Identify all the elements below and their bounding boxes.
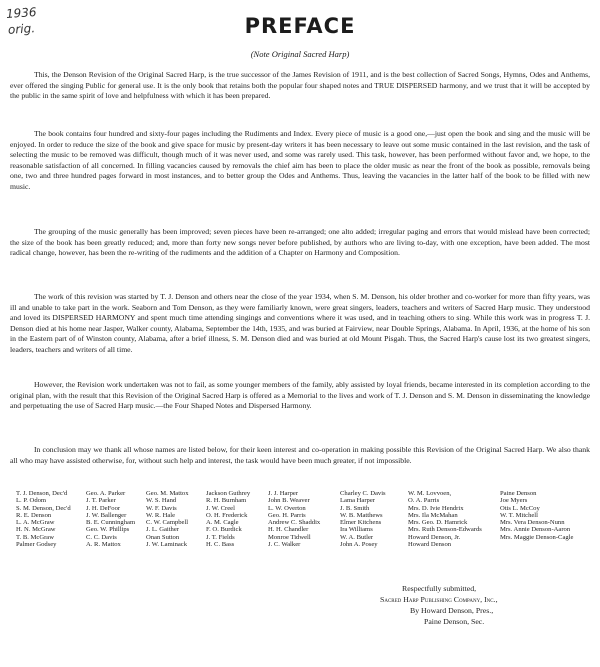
name-entry: Geo. W. Phillips [86, 526, 130, 534]
name-entry: J. T. Fields [206, 533, 235, 541]
name-entry: W. F. Davis [146, 504, 177, 512]
name-entry: Jackson Guthrey [206, 490, 251, 497]
company-name: Sacred Harp Publishing Company, Inc., [380, 595, 498, 604]
name-entry: T. B. McGraw [16, 533, 54, 541]
paragraph-3 [10, 227, 590, 259]
name-entry: Mrs. Ruth Denson-Edwards [408, 526, 482, 534]
closing-line: Respectfully submitted, [402, 584, 477, 593]
name-entry: J. H. DeFoor [86, 504, 121, 512]
name-entry: F. O. Burdick [206, 526, 242, 534]
name-entry: Geo. A. Parker [86, 490, 126, 497]
paragraph-3-text: The grouping of the music generally has been improved; seven pieces have been re-arranged; one alto added; irregular paging and errors that would mislead have been corrected; the size of the book has been greatly reduced; and, more than forty new songs never before published, by authors who are living to-day, with one exception, have been added. The most radical change, however, has been the re-writing of the rudiments and the addition of a Chapter on Harmony and Composition. [10, 227, 590, 258]
name-entry: W. S. Hand [146, 497, 177, 505]
handwritten-year-annotation: 1936 [5, 4, 37, 22]
contributor-names [16, 490, 590, 548]
names-column-5 [268, 490, 340, 548]
name-entry: Howard Denson [408, 541, 452, 549]
name-entry: Palmer Godsey [16, 541, 57, 549]
name-entry: J. B. Smith [340, 504, 370, 512]
name-entry: Lama Harper [340, 497, 375, 505]
name-entry: H. N. McGraw [16, 526, 56, 534]
president-signature: By Howard Denson, Pres., [410, 606, 494, 615]
paragraph-4-text: The work of this revision was started by T. J. Denson and others near the close of the year 1934, when S. M. Denson, his older brother and co-worker for more than fifty years, was ill and unable to take part in the work. Seaborn and Tom Denson, as they were familiarly known, were great singers, leaders, teachers and writers of Sacred Harp music. They understood and loved its DISPERSED HARMONY and spent much time attending singings and conventions where it was used, and in teaching others to sing. While this work was in progress T. J. Denson died at his home near Jasper, Walker county, Alabama, September the 14th, 1935, and was buried at Fairview, near Double Springs, Alabama. In April, 1936, at the home of his son in the Eastern part of of Winston county, Alabama, after a brief illness, S. M. Denson died and was buried at old Mount Pisgah. Thus, the Sacred Harp's cause lost its two greatest singers, leaders, teachers and writers of all time. [10, 292, 590, 354]
signature-block [380, 583, 600, 627]
name-entry: J. W. Laminack [146, 541, 188, 549]
names-column-6 [340, 490, 408, 548]
name-entry: C. C. Davis [86, 533, 117, 541]
name-entry: Ira Williams [340, 526, 373, 534]
name-entry: L. A. McGraw [16, 519, 55, 527]
name-entry: Joe Myers [500, 497, 528, 505]
secretary-signature: Paine Denson, Sec. [424, 617, 485, 626]
name-entry: L. W. Overton [268, 504, 306, 512]
name-entry: John B. Weaver [268, 497, 310, 505]
name-entry: J. T. Parker [86, 497, 116, 505]
name-entry: Geo. H. Parris [268, 511, 306, 519]
name-entry: Onan Sutton [146, 533, 180, 541]
name-entry: J. W. Ballenger [86, 511, 127, 519]
name-entry: Mrs. Maggie Denson-Cagle [500, 533, 574, 541]
name-entry: Andrew C. Shaddix [268, 519, 321, 527]
name-entry: W. B. Matthews [340, 511, 383, 519]
name-entry: R. E. Denson [16, 511, 52, 519]
name-entry: W. A. Butler [340, 533, 374, 541]
paragraph-1-text: This, the Denson Revision of the Original Sacred Harp, is the true successor of the James Revision of 1911, and is the best collection of Sacred Songs, Hymns, Odes and Anthems, ever offered the singing Public for general use. It is the only book that retains both the popular four shaped notes and TRUE DISPERSED harmony, and we trust that it will be accepted by the public in the same spirit of love and helpfulness with which it has been prepared. [10, 70, 590, 101]
names-column-8 [500, 490, 588, 548]
name-entry: W. R. Hale [146, 511, 176, 519]
paragraph-6-text: In conclusion may we thank all whose names are listed below, for their keen interest and co-operation in making possible this Revision of the Original Sacred Harp. We also thank all who may have assisted otherwise, for, without such help and interest, the task would have been much greater, if not impossible. [10, 445, 590, 465]
name-entry: J. C. Walker [268, 541, 301, 549]
paragraph-5-text: However, the Revision work undertaken was not to fail, as some younger members of the family, ably assisted by loyal friends, became interested in its completion according to the original plan, with the result that this Revision of the Original Sacred Harp is offered as a Memorial to the lives and work of T. J. Denson and S. M. Denson in disseminating the knowledge and perpetuating the use of Sacred Harp music.—the Four Shaped Notes and Dispersed Harmony. [10, 380, 590, 411]
name-entry: Howard Denson, Jr. [408, 533, 461, 541]
name-entry: H. C. Bass [206, 541, 235, 549]
name-entry: Mrs. Ila McMahan [408, 511, 458, 519]
names-column-4 [206, 490, 268, 548]
name-entry: Mrs. Geo. D. Hamrick [408, 519, 468, 527]
name-entry: Mrs. Annie Denson-Aaron [500, 526, 571, 534]
name-entry: O. A. Parris [408, 497, 440, 505]
names-column-1 [16, 490, 86, 548]
name-entry: L. P. Odom [16, 497, 47, 505]
name-entry: Geo. M. Mattox [146, 490, 189, 497]
name-entry: Mrs. D. Ivie Hendrix [408, 504, 464, 512]
paragraph-6 [10, 445, 590, 466]
name-entry: H. H. Chandler [268, 526, 309, 534]
name-entry: J. W. Creel [206, 504, 235, 512]
name-entry: Otis L. McCoy [500, 504, 540, 512]
name-entry: J. J. Harper [268, 490, 299, 497]
name-entry: Monroe Tidwell [268, 533, 311, 541]
name-entry: S. M. Denson, Dec'd [16, 504, 71, 512]
name-entry: T. J. Denson, Dec'd [16, 490, 68, 497]
paragraph-4 [10, 292, 590, 356]
name-entry: Paine Denson [500, 490, 537, 497]
names-column-3 [146, 490, 206, 548]
name-entry: J. L. Gaither [146, 526, 179, 534]
paragraph-5 [10, 380, 590, 412]
name-entry: W. M. Lovvoen, [408, 490, 452, 497]
name-entry: W. T. Mitchell [500, 511, 538, 519]
paragraph-2-text: The book contains four hundred and sixty-four pages including the Rudiments and Index. Every piece of music is a good one,—just open the book and sing and the music will be enjoyed. In order to reduce the size of the book and give space for music by present-day writers it has been necessary to leave out some music contained in the last revision, and the task of selecting the music to be removed was difficult, though much of it was never used, and some was rarely used. This task, however, has been performed without favor and, we hope, to the reasonable satisfaction of all concerned. In filling vacancies caused by removals the chief aim has been to place the older music as near the front of the book as possible, removals being one, two and three hundred pages forward in most instances, and to better group the Odes and Anthems. Thus, leaving the vacancies in the latter half of the book to be filled with new music. [10, 129, 590, 191]
name-entry: B. E. Cunningham [86, 519, 136, 527]
page-subtitle: (Note Original Sacred Harp) [250, 49, 350, 59]
paragraph-2 [10, 129, 590, 193]
name-entry: O. H. Frederick [206, 511, 248, 519]
name-entry: John A. Posey [340, 541, 378, 549]
name-entry: C. W. Campbell [146, 519, 189, 527]
name-entry: Elmer Kitchens [340, 519, 382, 527]
names-column-2 [86, 490, 146, 548]
name-entry: R. H. Burnham [206, 497, 247, 505]
handwritten-orig-annotation: orig. [7, 21, 36, 37]
name-entry: A. M. Cagle [206, 519, 239, 527]
names-column-7 [408, 490, 500, 548]
page-title: PREFACE [244, 14, 356, 38]
name-entry: Mrs. Vera Denson-Nunn [500, 519, 565, 527]
name-entry: A. R. Mattox [86, 541, 121, 549]
paragraph-1 [10, 70, 590, 102]
name-entry: Charley C. Davis [340, 490, 386, 497]
